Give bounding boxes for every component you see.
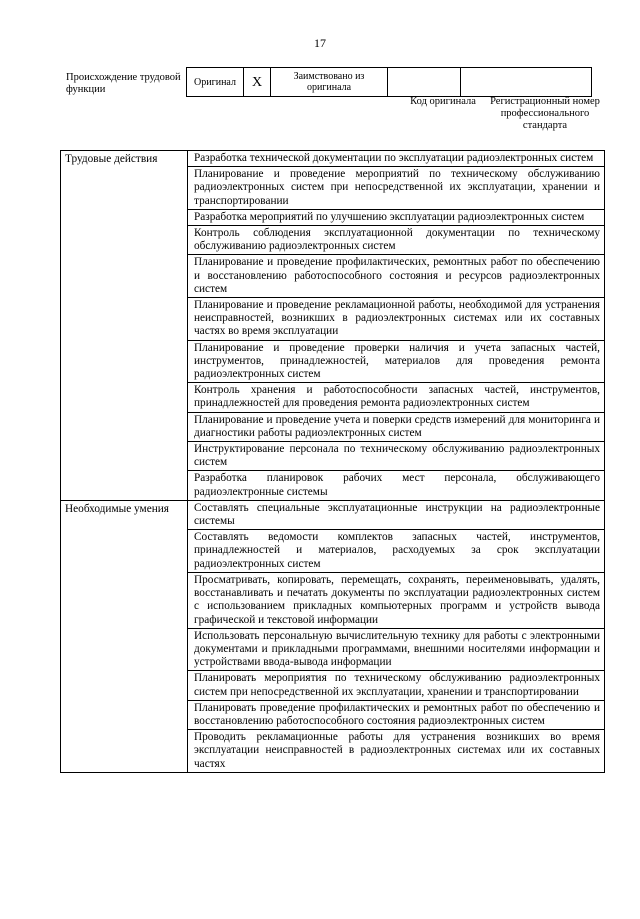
action-item: Инструктирование персонала по техническому обслуживанию радиоэлектронных систем bbox=[188, 442, 605, 471]
original-mark: X bbox=[244, 68, 271, 97]
borrowed-cell: Заимствовано из оригинала bbox=[271, 68, 388, 97]
reg-number-label: Регистрационный номер профессионального стандарта bbox=[490, 96, 600, 131]
skill-item: Использовать персональную вычислительную технику для работы с электронными документами и прикладными программами, внешними носителями информации и устройствами ввода-вывода информации bbox=[188, 628, 605, 671]
action-item: Планирование и проведение мероприятий по техническому обслуживанию радиоэлектронных систем при непосредственной их эксплуатации, хранении и транспортировании bbox=[188, 167, 605, 210]
action-item: Планирование и проведение учета и поверки средств измерений для мониторинга и диагностики работы радиоэлектронных систем bbox=[188, 412, 605, 441]
action-item: Планирование и проведение профилактических, ремонтных работ по обеспечению и восстановлению работоспособного состояния и ресурсов радиоэлектронных систем bbox=[188, 255, 605, 298]
skill-item: Просматривать, копировать, перемещать, сохранять, переименовывать, удалять, восстанавливать и печатать документы по эксплуатации радиоэлектронных систем с использованием прикладных компьютерных программ и устройств вывода графической и текстовой информации bbox=[188, 572, 605, 628]
action-item: Контроль соблюдения эксплуатационной документации по техническому обслуживанию радиоэлектронных систем bbox=[188, 226, 605, 255]
code-cell bbox=[388, 68, 461, 97]
action-item: Планирование и проведение рекламационной работы, необходимой для устранения неисправностей, возникших в радиоэлектронных системах или их составных частях во время эксплуатации bbox=[188, 298, 605, 341]
original-cell: Оригинал bbox=[187, 68, 244, 97]
section-head-actions: Трудовые действия bbox=[61, 151, 188, 501]
section-head-skills: Необходимые умения bbox=[61, 500, 188, 772]
skill-item: Составлять специальные эксплуатационные инструкции на радиоэлектронные системы bbox=[188, 500, 605, 529]
action-item: Планирование и проведение проверки наличия и учета запасных частей, инструментов, принадлежностей, материалов для проведения ремонта радиоэлектронных систем bbox=[188, 340, 605, 383]
origin-table bbox=[186, 67, 592, 97]
page-number: 17 bbox=[314, 36, 326, 50]
action-item: Разработка планировок рабочих мест персонала, обслуживающего радиоэлектронные системы bbox=[188, 471, 605, 500]
table-row bbox=[61, 500, 605, 529]
origin-label: Происхождение трудовой функции bbox=[66, 72, 181, 95]
code-label: Код оригинала bbox=[410, 96, 476, 107]
table-row bbox=[61, 151, 605, 167]
action-item: Контроль хранения и работоспособности запасных частей, инструментов, принадлежностей для проведения ремонта радиоэлектронных систем bbox=[188, 383, 605, 412]
action-item: Разработка технической документации по эксплуатации радиоэлектронных систем bbox=[188, 151, 605, 167]
function-table bbox=[60, 150, 605, 773]
skill-item: Проводить рекламационные работы для устранения возникших во время эксплуатации неисправностей в радиоэлектронных системах или их составных частях bbox=[188, 730, 605, 773]
skill-item: Планировать мероприятия по техническому обслуживанию радиоэлектронных систем при непосредственной их эксплуатации, хранении и транспортировании bbox=[188, 671, 605, 700]
action-item: Разработка мероприятий по улучшению эксплуатации радиоэлектронных систем bbox=[188, 209, 605, 225]
skill-item: Планировать проведение профилактических и ремонтных работ по обеспечению и восстановлению работоспособного состояния радиоэлектронных систем bbox=[188, 700, 605, 729]
reg-number-cell bbox=[461, 68, 592, 97]
skill-item: Составлять ведомости комплектов запасных частей, инструментов, принадлежностей и материалов, расходуемых за срок эксплуатации радиоэлектронных систем bbox=[188, 530, 605, 573]
